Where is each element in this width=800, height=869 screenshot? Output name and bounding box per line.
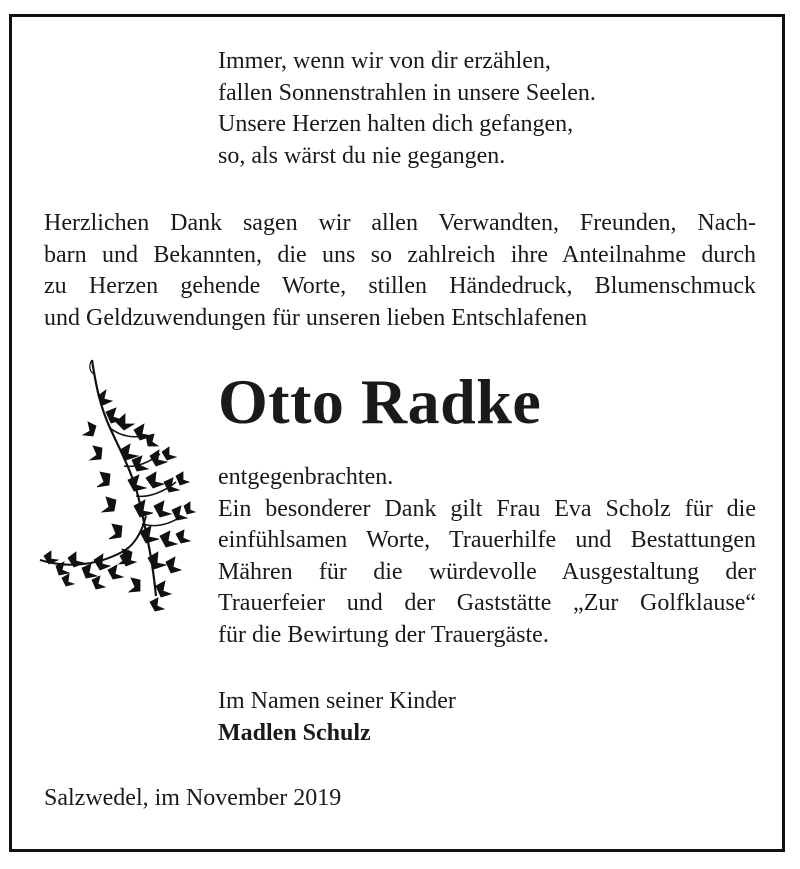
signature-name: Madlen Schulz — [218, 719, 371, 746]
ivy-branch-icon — [36, 356, 196, 612]
thanks-line: barn und Bekannten, die uns so zahlreich ihre Anteilnahme durch — [44, 241, 756, 268]
signature-block — [218, 686, 456, 749]
thanks-line: Herzlichen Dank sagen wir allen Verwandten, Freunden, Nach- — [44, 210, 756, 236]
deceased-name: Otto Radke — [218, 366, 542, 437]
closing-line: einfühlsamen Worte, Trauerhilfe und Bestattungen — [218, 527, 756, 553]
place-date: Salzwedel, im November 2019 — [44, 785, 342, 811]
poem — [218, 46, 596, 172]
closing-line: Ein besonderer Dank gilt Frau Eva Scholz für die — [218, 495, 756, 522]
poem-line: fallen Sonnenstrahlen in unsere Seelen. — [218, 79, 596, 106]
thanks-paragraph — [44, 208, 756, 334]
thanks-line: und Geldzuwendungen für unseren lieben Entschlafenen — [44, 304, 588, 331]
signature-intro: Im Namen seiner Kinder — [218, 688, 456, 714]
thanks-line: zu Herzen gehende Worte, stillen Händedruck, Blumenschmuck — [44, 273, 756, 299]
closing-line: Trauerfeier und der Gaststätte „Zur Golfklause“ — [218, 590, 756, 616]
closing-line: entgegenbrachten. — [218, 464, 394, 490]
closing-line: für die Bewirtung der Trauergäste. — [218, 621, 549, 648]
poem-line: so, als wärst du nie gegangen. — [218, 142, 506, 169]
poem-line: Unsere Herzen halten dich gefangen, — [218, 111, 574, 137]
poem-line: Immer, wenn wir von dir erzählen, — [218, 48, 551, 74]
closing-line: Mähren für die würdevolle Ausgestaltung der — [218, 558, 756, 585]
closing-paragraph — [218, 462, 756, 651]
